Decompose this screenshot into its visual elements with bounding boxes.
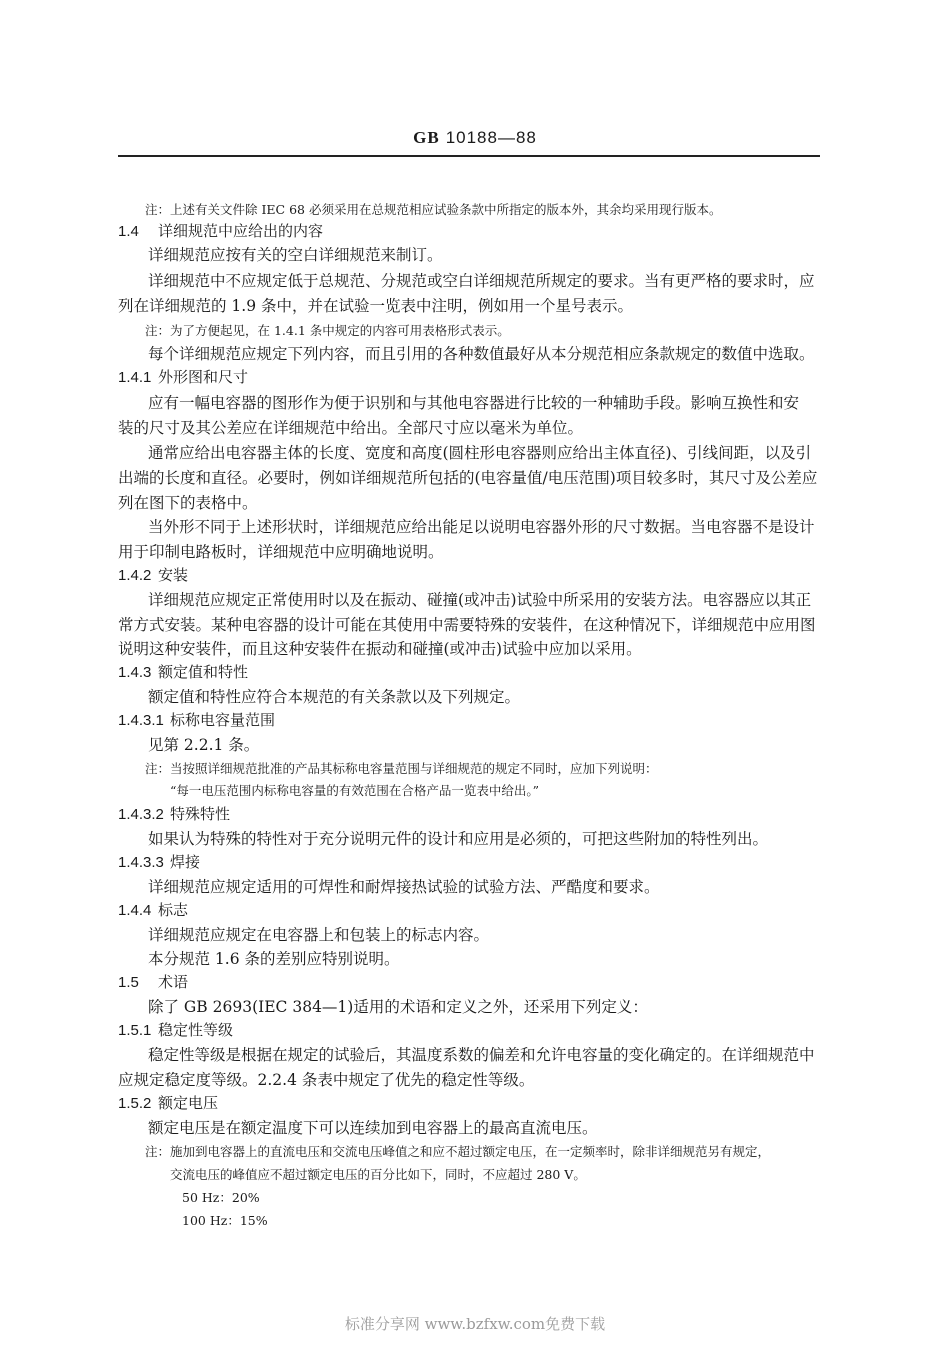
paragraph: 如果认为特殊的特性对于充分说明元件的设计和应用是必须的，可把这些附加的特性列出。: [148, 830, 769, 848]
section-number: 1.4.1: [118, 369, 152, 386]
paragraph: 详细规范应规定适用的可焊性和耐焊接热试验的试验方法、严酷度和要求。: [148, 878, 660, 896]
frequency-limit-50hz: 50 Hz：20%: [182, 1190, 260, 1205]
section-title: 焊接: [170, 854, 201, 871]
paragraph: 通常应给出电容器主体的长度、宽度和高度(圆柱形电容器则应给出主体直径)、引线间距，以及引: [148, 444, 812, 462]
paragraph: 除了 GB 2693(IEC 384—1)适用的术语和定义之外，还采用下列定义：: [148, 998, 648, 1016]
standard-number: 10188—88: [445, 128, 537, 147]
section-number: 1.5: [118, 974, 139, 991]
paragraph: 详细规范中不应规定低于总规范、分规范或空白详细规范所规定的要求。当有更严格的要求时，应: [148, 272, 815, 290]
paragraph: 装的尺寸及其公差应在详细规范中给出。全部尺寸应以毫米为单位。: [118, 419, 584, 437]
paragraph: 见第 2.2.1 条。: [148, 736, 260, 754]
section-number: 1.4: [118, 223, 139, 240]
paragraph: 出端的长度和直径。必要时，例如详细规范所包括的(电容量值/电压范围)项目较多时，其尺寸及公差应: [118, 469, 818, 487]
paragraph: 稳定性等级是根据在规定的试验后，其温度系数的偏差和允许电容量的变化确定的。在详细规范中: [148, 1046, 815, 1064]
section-heading: [118, 566, 823, 586]
paragraph: 说明这种安装件，而且这种安装件在振动和碰撞(或冲击)试验中应加以采用。: [118, 640, 642, 658]
section-number: 1.5.1: [118, 1022, 152, 1039]
note: 交流电压的峰值应不超过额定电压的百分比如下，同时，不应超过 280 V。: [170, 1167, 586, 1182]
paragraph: 列在详细规范的 1.9 条中，并在试验一览表中注明，例如用一个星号表示。: [118, 297, 634, 315]
section-heading: [118, 222, 823, 242]
section-heading: [118, 853, 823, 873]
section-heading: [118, 805, 823, 825]
paragraph: 当外形不同于上述形状时，详细规范应给出能足以说明电容器外形的尺寸数据。当电容器不是设计: [148, 518, 815, 536]
note: 注：施加到电容器上的直流电压和交流电压峰值之和应不超过额定电压，在一定频率时，除非详细规范另有规定，: [145, 1144, 771, 1159]
paragraph: 应规定稳定度等级。2.2.4 条表中规定了优先的稳定性等级。: [118, 1071, 535, 1089]
section-number: 1.5.2: [118, 1095, 152, 1112]
paragraph: 列在图下的表格中。: [118, 494, 258, 512]
section-number: 1.4.3: [118, 664, 152, 681]
section-number: 1.4.2: [118, 567, 152, 584]
section-heading: [118, 1021, 823, 1041]
note-quote: “每一电压范围内标称电容量的有效范围在合格产品一览表中给出。”: [170, 783, 540, 798]
paragraph: 详细规范应规定在电容器上和包装上的标志内容。: [148, 926, 490, 944]
section-title: 标志: [158, 902, 189, 919]
paragraph: 应有一幅电容器的图形作为便于识别和与其他电容器进行比较的一种辅助手段。影响互换性和安: [148, 394, 800, 412]
section-title: 特殊特性: [170, 806, 231, 823]
section-title: 标称电容量范围: [170, 712, 276, 729]
paragraph: 详细规范应规定正常使用时以及在振动、碰撞(或冲击)试验中所采用的安装方法。电容器应以其正: [148, 591, 812, 609]
section-heading: [118, 711, 823, 731]
section-number: 1.4.3.2: [118, 806, 164, 823]
header-rule: [118, 155, 820, 157]
paragraph: 常方式安装。某种电容器的设计可能在其使用中需要特殊的安装件，在这种情况下，详细规范中应用图: [118, 616, 816, 634]
note-references: 注：上述有关文件除 IEC 68 必须采用在总规范相应试验条款中所指定的版本外，其余均采用现行版本。: [145, 202, 722, 217]
section-heading: [118, 368, 823, 388]
note: 注：为了方便起见，在 1.4.1 条中规定的内容可用表格形式表示。: [145, 323, 510, 338]
watermark: 标准分享网 www.bzfxw.com免费下载: [344, 1315, 606, 1333]
paragraph: 每个详细规范应规定下列内容，而且引用的各种数值最好从本分规范相应条款规定的数值中选取。: [148, 345, 815, 363]
section-heading: [118, 901, 823, 921]
frequency-limit-100hz: 100 Hz：15%: [182, 1213, 268, 1228]
standard-prefix: GB: [413, 128, 440, 147]
paragraph: 额定值和特性应符合本规范的有关条款以及下列规定。: [148, 688, 521, 706]
paragraph: 用于印制电路板时，详细规范中应明确地说明。: [118, 543, 444, 561]
section-number: 1.4.3.1: [118, 712, 164, 729]
note: 注：当按照详细规范批准的产品其标称电容量范围与详细规范的规定不同时，应加下列说明：: [145, 761, 658, 776]
paragraph: 详细规范应按有关的空白详细规范来制订。: [148, 246, 443, 264]
paragraph: 本分规范 1.6 条的差别应特别说明。: [148, 950, 400, 968]
section-heading: [118, 1094, 823, 1114]
section-number: 1.4.3.3: [118, 854, 164, 871]
section-title: 外形图和尺寸: [158, 369, 249, 386]
section-title: 术语: [158, 974, 189, 991]
section-title: 安装: [158, 567, 189, 584]
section-heading: [118, 973, 823, 993]
section-number: 1.4.4: [118, 902, 152, 919]
standard-code: [0, 128, 950, 148]
section-title: 额定值和特性: [158, 664, 249, 681]
section-title: 详细规范中应给出的内容: [158, 223, 324, 240]
section-title: 稳定性等级: [158, 1022, 234, 1039]
section-heading: [118, 663, 823, 683]
paragraph: 额定电压是在额定温度下可以连续加到电容器上的最高直流电压。: [148, 1119, 598, 1137]
section-title: 额定电压: [158, 1095, 219, 1112]
